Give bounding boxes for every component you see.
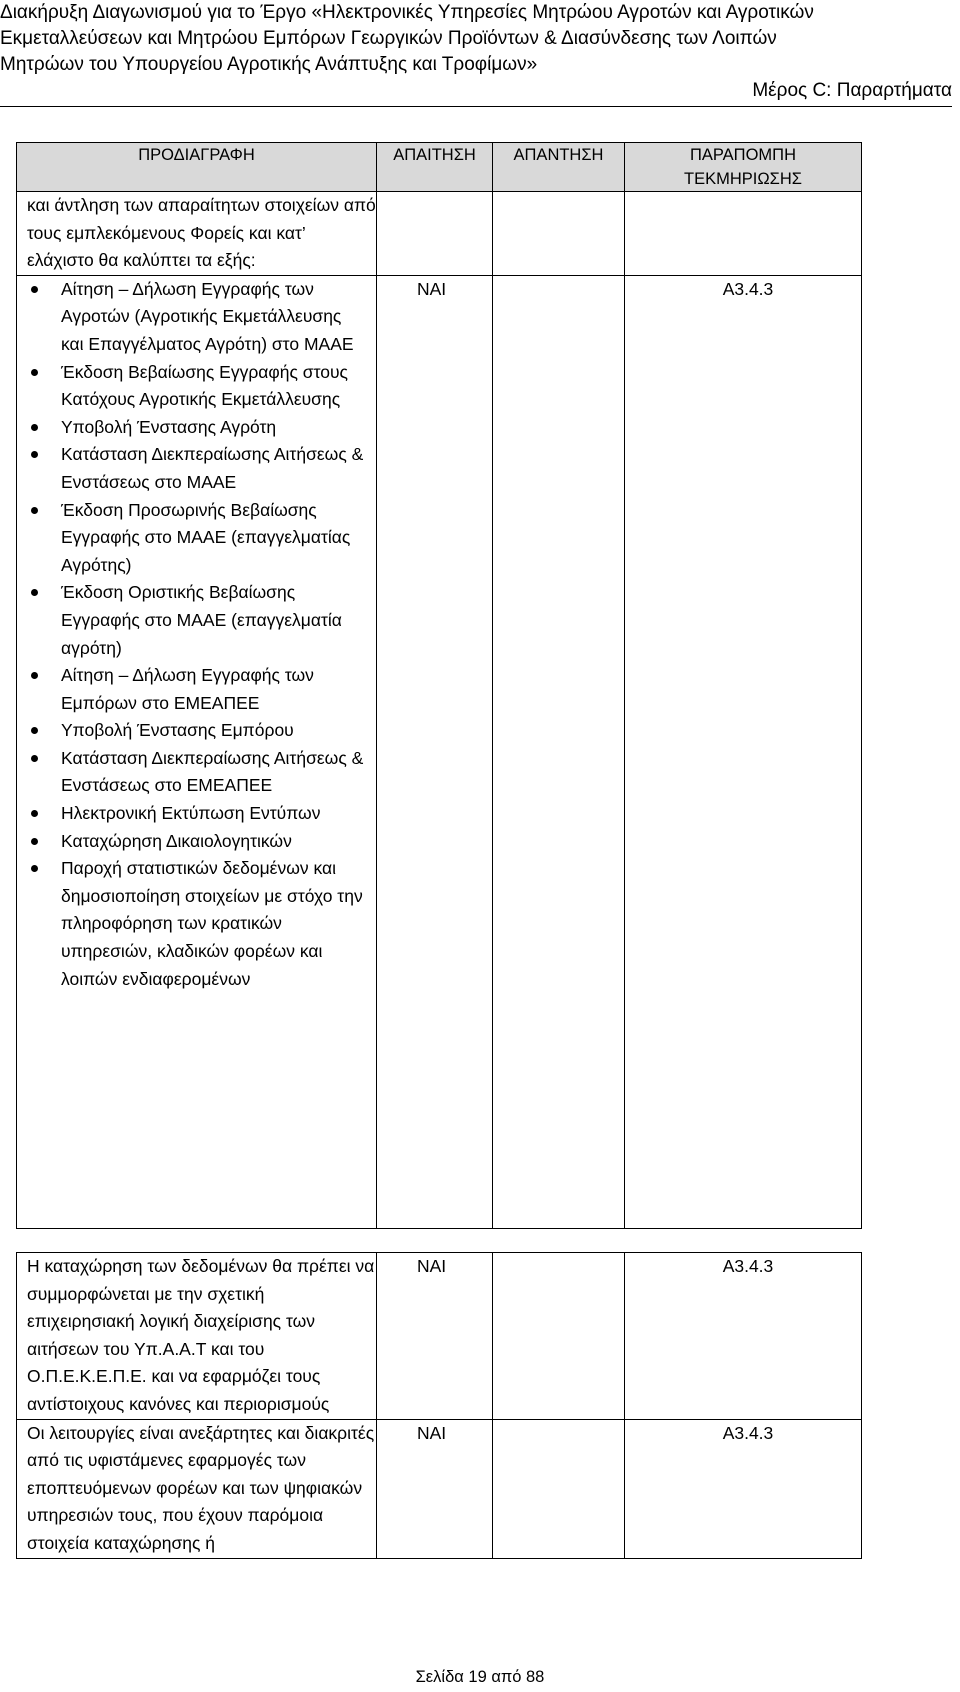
reference-cell: Α3.4.3	[625, 275, 862, 1228]
spec-table	[16, 142, 862, 1229]
header-title-line-1: Διακήρυξη Διαγωνισμού για το Έργο «Ηλεκτρονικές Υπηρεσίες Μητρώου Αγροτών και Αγροτικών	[0, 2, 814, 23]
header-part-label: Μέρος C: Παραρτήματα	[752, 80, 952, 101]
list-item: Κατάσταση Διεκπεραίωσης Αιτήσεως & Ενστάσεως στο ΕΜΕΑΠΕΕ	[17, 745, 376, 800]
spec-cell: Η καταχώρηση των δεδομένων θα πρέπει να συμμορφώνεται με την σχετική επιχειρησιακή λογική διαχείρισης των αιτήσεων του Υπ.Α.Α.Τ και του Ο.Π.Ε.Κ.Ε.Π.Ε. και να εφαρμόζει τους αντίστοιχους κανόνες και περιορισμούς	[17, 1253, 377, 1420]
answer-cell	[493, 1419, 625, 1558]
list-item: Αίτηση – Δήλωση Εγγραφής των Εμπόρων στο ΕΜΕΑΠΕΕ	[17, 662, 376, 717]
header-divider	[0, 106, 952, 107]
list-item: Υποβολή Ένστασης Αγρότη	[17, 414, 376, 442]
table-row-services	[17, 275, 862, 1228]
requirement-cell: ΝΑΙ	[377, 1419, 493, 1558]
list-item: Παροχή στατιστικών δεδομένων και δημοσιοποίηση στοιχείων με στόχο την πληροφόρηση των κρατικών υπηρεσιών, κλαδικών φορέων και λοιπών ενδιαφερομένων	[17, 855, 376, 993]
answer-cell	[493, 275, 625, 1228]
services-list-cell	[17, 275, 377, 1228]
requirement-cell: ΝΑΙ	[377, 275, 493, 1228]
column-header-spec: ΠΡΟΔΙΑΓΡΑΦΗ	[17, 143, 377, 192]
requirement-cell: ΝΑΙ	[377, 1253, 493, 1420]
column-header-requirement: ΑΠΑΙΤΗΣΗ	[377, 143, 493, 192]
list-item: Κατάσταση Διεκπεραίωσης Αιτήσεως & Ενστάσεως στο ΜΑΑΕ	[17, 441, 376, 496]
column-header-reference: ΠΑΡΑΠΟΜΠΗ ΤΕΚΜΗΡΙΩΣΗΣ	[625, 143, 862, 192]
answer-cell-empty	[493, 192, 625, 276]
list-item: Καταχώρηση Δικαιολογητικών	[17, 828, 376, 856]
spec-intro-cell: και άντληση των απαραίτητων στοιχείων από τους εμπλεκόμενους Φορείς και κατ’ ελάχιστο θα καλύπτει τα εξής:	[17, 192, 377, 276]
table-row	[17, 1253, 862, 1420]
list-item: Υποβολή Ένστασης Εμπόρου	[17, 717, 376, 745]
list-item: Έκδοση Οριστικής Βεβαίωσης Εγγραφής στο ΜΑΑΕ (επαγγελματία αγρότη)	[17, 579, 376, 662]
table-header-row	[17, 143, 862, 192]
list-item: Ηλεκτρονική Εκτύπωση Εντύπων	[17, 800, 376, 828]
spec-table-continued	[16, 1252, 862, 1559]
answer-cell	[493, 1253, 625, 1420]
requirement-cell-empty	[377, 192, 493, 276]
list-item: Έκδοση Προσωρινής Βεβαίωσης Εγγραφής στο ΜΑΑΕ (επαγγελματίας Αγρότης)	[17, 497, 376, 580]
list-item: Έκδοση Βεβαίωσης Εγγραφής στους Κατόχους Αγροτικής Εκμετάλλευσης	[17, 359, 376, 414]
header-title-line-3: Μητρώων του Υπουργείου Αγροτικής Ανάπτυξης και Τροφίμων»	[0, 54, 538, 75]
spec-cell: Οι λειτουργίες είναι ανεξάρτητες και διακριτές από τις υφιστάμενες εφαρμογές των εποπτευόμενων φορέων και των ψηφιακών υπηρεσιών τους, που έχουν παρόμοια στοιχεία καταχώρησης ή	[17, 1419, 377, 1558]
page-header	[0, 0, 952, 104]
services-list	[17, 276, 376, 993]
header-title-line-2: Εκμεταλλεύσεων και Μητρώου Εμπόρων Γεωργικών Προϊόντων & Διασύνδεσης των Λοιπών	[0, 28, 777, 49]
table-row-intro	[17, 192, 862, 276]
column-header-answer: ΑΠΑΝΤΗΣΗ	[493, 143, 625, 192]
reference-cell-empty	[625, 192, 862, 276]
list-item: Αίτηση – Δήλωση Εγγραφής των Αγροτών (Αγροτικής Εκμετάλλευσης και Επαγγέλματος Αγρότη) στο ΜΑΑΕ	[17, 276, 376, 359]
page-number: Σελίδα 19 από 88	[415, 1668, 545, 1686]
reference-cell: Α3.4.3	[625, 1419, 862, 1558]
table-row	[17, 1419, 862, 1558]
reference-cell: Α3.4.3	[625, 1253, 862, 1420]
